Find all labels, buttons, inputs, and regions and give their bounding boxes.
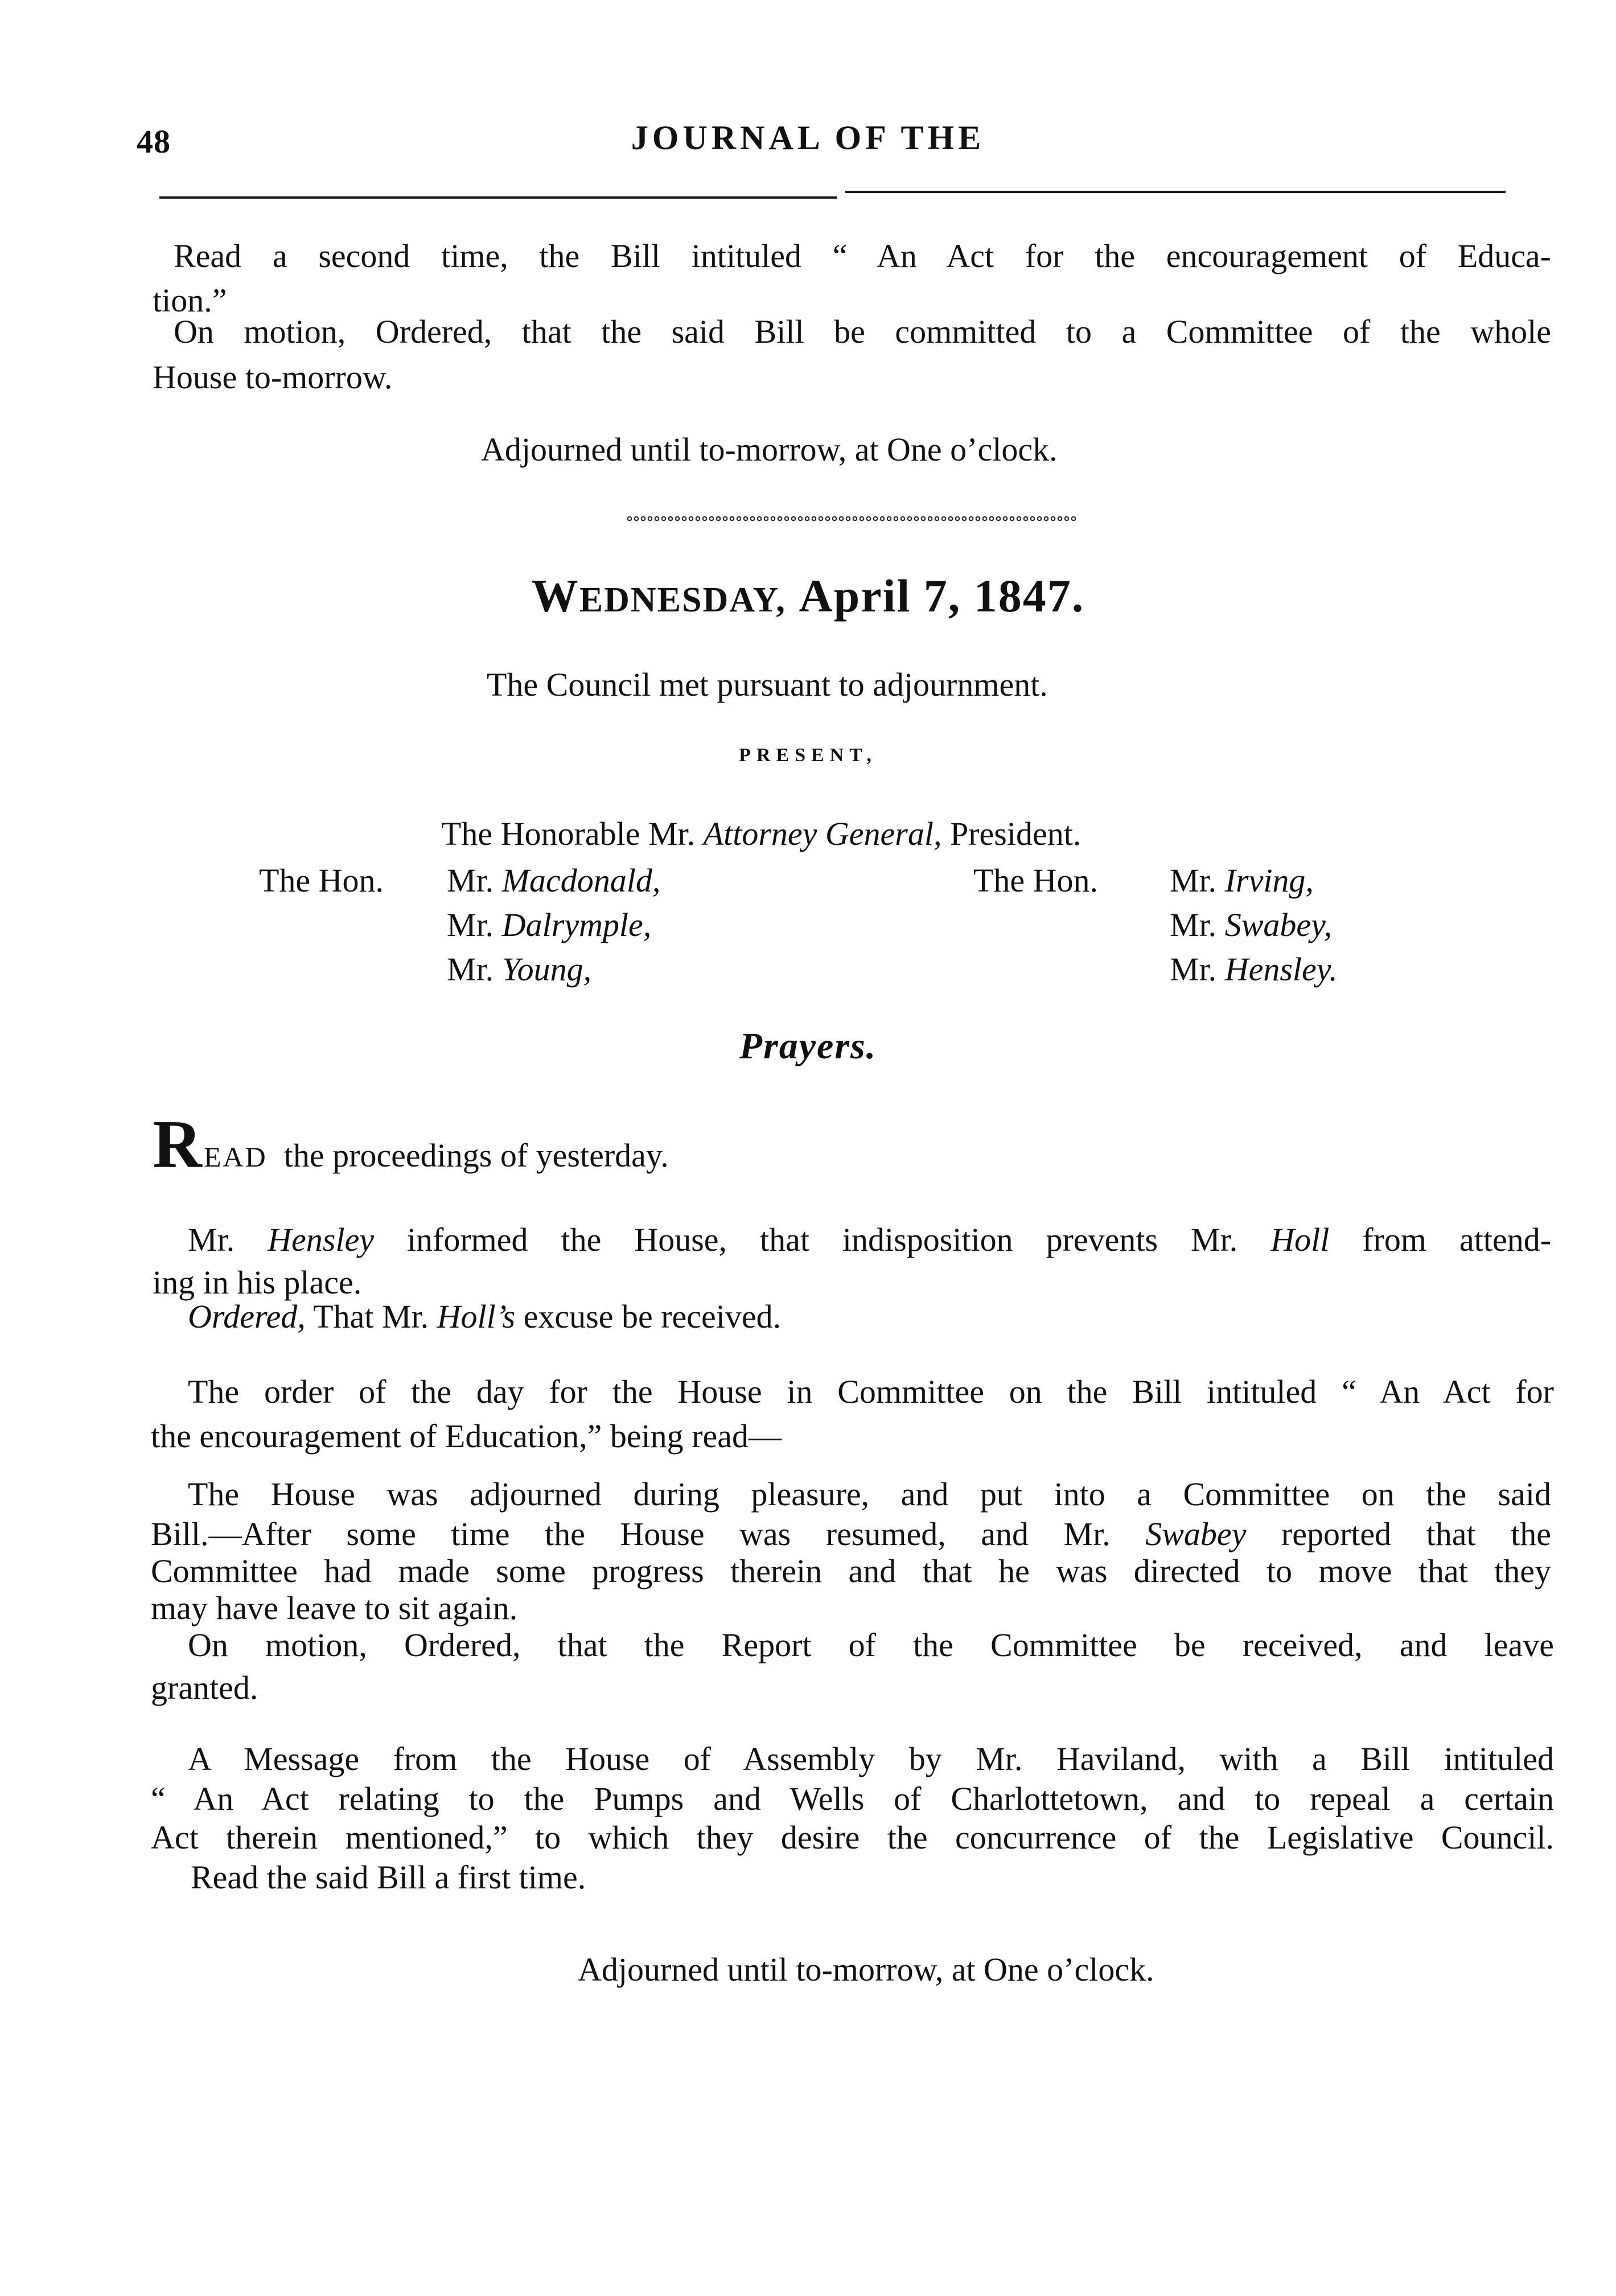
member-left-3: Mr. Young, bbox=[447, 951, 592, 988]
text-line: Committee had made some progress therein and that he was directed to move that they bbox=[151, 1552, 1551, 1589]
text-line: Read the said Bill a first time. bbox=[191, 1859, 586, 1896]
text-line: Bill.—After some time the House was resumed, and Mr. Swabey reported that the bbox=[151, 1515, 1551, 1552]
text-line: Act therein mentioned,” to which they desire the concurrence of the Legislative Council. bbox=[151, 1819, 1554, 1856]
drop-cap: R bbox=[153, 1106, 202, 1182]
text-line: “ An Act relating to the Pumps and Wells of Charlottetown, and to repeal a certain bbox=[151, 1780, 1554, 1817]
text-line: House to-morrow. bbox=[153, 359, 393, 396]
president-name: Attorney General, bbox=[703, 815, 942, 852]
member-right-1: Mr. Irving, bbox=[1170, 862, 1314, 899]
closing-adjourned: Adjourned until to-morrow, at One o’clock. bbox=[578, 1951, 1154, 1988]
text-line: The order of the day for the House in Committee on the Bill intituled “ An Act for bbox=[188, 1373, 1554, 1410]
adjourned-line: Adjourned until to-morrow, at One o’clock. bbox=[481, 431, 1058, 468]
text-line: may have leave to sit again. bbox=[151, 1589, 518, 1626]
present-label: PRESENT, bbox=[739, 745, 877, 766]
ordered-line: Ordered, That Mr. Holl’s excuse be received. bbox=[188, 1298, 782, 1335]
text-line: On motion, Ordered, that the said Bill be committed to a Committee of the whole bbox=[174, 313, 1551, 350]
right-prefix: The Hon. bbox=[973, 862, 1099, 899]
text-line: the encouragement of Education,” being read— bbox=[151, 1418, 782, 1455]
header-rule-left bbox=[159, 196, 837, 199]
page-number: 48 bbox=[137, 123, 171, 160]
prayers-heading: Prayers. bbox=[739, 1025, 877, 1067]
header-rule-right bbox=[845, 191, 1506, 193]
member-right-2: Mr. Swabey, bbox=[1170, 906, 1333, 943]
left-prefix: The Hon. bbox=[259, 862, 384, 899]
day-name: EDNESDAY, bbox=[579, 581, 786, 619]
text-line: Mr. Hensley informed the House, that indisposition prevents Mr. Holl from attend- bbox=[188, 1221, 1552, 1258]
member-right-3: Mr. Hensley. bbox=[1170, 951, 1338, 988]
text-line: tion.” bbox=[153, 282, 227, 319]
text-line: granted. bbox=[151, 1669, 258, 1706]
day-heading bbox=[0, 569, 1616, 623]
member-left-2: Mr. Dalrymple, bbox=[447, 906, 652, 943]
day-initial: W bbox=[531, 570, 579, 622]
text-line: On motion, Ordered, that the Report of the Committee be received, and leave bbox=[188, 1626, 1554, 1664]
council-met: The Council met pursuant to adjournment. bbox=[487, 666, 1048, 703]
text-line: Read a second time, the Bill intituled “ An Act for the encouragement of Educa- bbox=[174, 237, 1551, 274]
member-left-1: Mr. Macdonald, bbox=[447, 862, 661, 899]
read-proceedings: EAD the proceedings of yesterday. bbox=[204, 1137, 669, 1174]
president-line: The Honorable Mr. Attorney General, President. bbox=[441, 815, 1082, 852]
text-line: A Message from the House of Assembly by Mr. Haviland, with a Bill intituled bbox=[188, 1740, 1554, 1777]
text-line: The House was adjourned during pleasure, and put into a Committee on the said bbox=[188, 1476, 1551, 1513]
running-title: JOURNAL OF THE bbox=[631, 119, 985, 157]
text-line: ing in his place. bbox=[153, 1264, 362, 1301]
ornamental-rule bbox=[626, 515, 1076, 522]
day-date: April 7, 1847. bbox=[799, 570, 1085, 622]
